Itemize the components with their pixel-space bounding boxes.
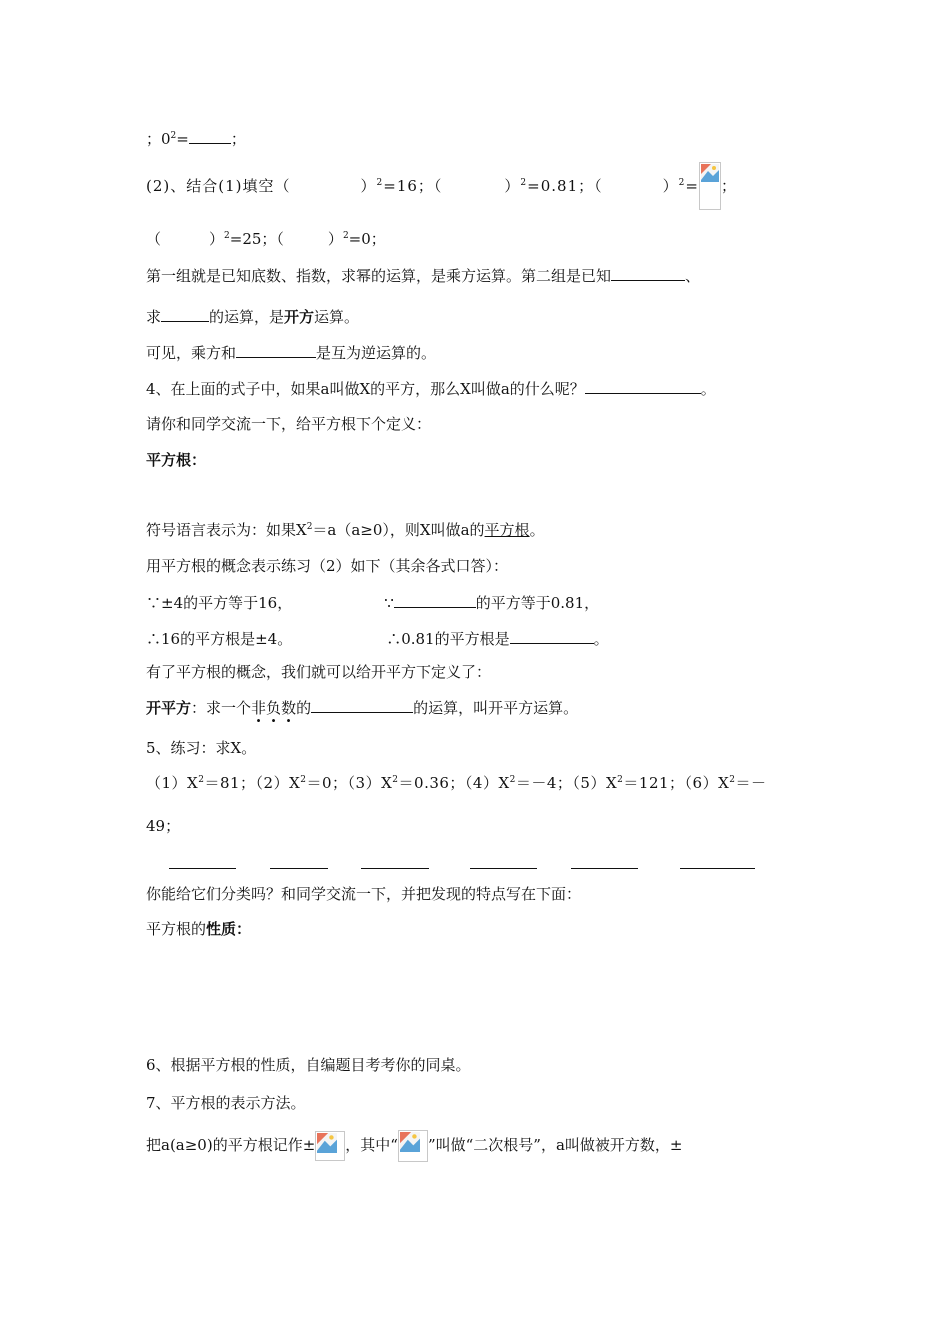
text: （1）X xyxy=(146,774,199,792)
answer-blank[interactable] xyxy=(611,265,685,281)
superscript: 2 xyxy=(729,775,736,785)
superscript: 2 xyxy=(376,178,384,188)
text: ） xyxy=(662,177,679,195)
line-question-4 xyxy=(146,378,716,399)
text: 。 xyxy=(529,521,545,539)
emphasis-char: 负 xyxy=(266,699,282,717)
broken-image-icon xyxy=(398,1130,428,1162)
text: ； xyxy=(230,130,246,148)
text: 的运算，是 xyxy=(209,308,285,326)
text: ”叫做“二次根号”，a叫做被开方数，± xyxy=(427,1136,683,1154)
heading-square-root xyxy=(146,450,206,470)
bold-heading: 平方根： xyxy=(146,451,207,469)
superscript: 2 xyxy=(306,522,313,532)
superscript: 2 xyxy=(170,131,177,141)
answer-blank[interactable] xyxy=(470,858,537,869)
text: 符号语言表示为：如果X xyxy=(146,521,307,539)
superscript: 2 xyxy=(224,231,230,241)
superscript: 2 xyxy=(509,775,516,785)
line-second-group xyxy=(146,306,359,327)
text: 用平方根的概念表示练习（2）如下（其余各式口答）： xyxy=(146,557,509,575)
text: ＝121；（6）X xyxy=(623,774,730,792)
line-fill-in-3 xyxy=(146,229,386,249)
answer-blank[interactable] xyxy=(680,858,755,869)
superscript: 2 xyxy=(342,231,349,241)
text: 7、平方根的表示方法。 xyxy=(146,1094,306,1112)
emphasis-char: 非 xyxy=(251,699,267,717)
text: = xyxy=(685,177,699,195)
text: 5、练习：求X。 xyxy=(146,739,257,757)
text: ∴16的平方根是±4。 xyxy=(146,630,293,648)
superscript: 2 xyxy=(520,178,528,188)
line-notation xyxy=(146,1130,682,1162)
line-classify-prompt xyxy=(146,884,581,904)
answer-blank[interactable] xyxy=(169,858,236,869)
text: ） xyxy=(209,230,225,248)
heading-properties xyxy=(146,919,251,939)
text: 是互为逆运算的。 xyxy=(316,344,437,362)
text: ∵±4的平方等于16， xyxy=(146,594,293,612)
answer-blank[interactable] xyxy=(571,858,638,869)
text: 的平方等于0.81， xyxy=(475,594,600,612)
text: ） xyxy=(327,230,343,248)
answer-blank[interactable] xyxy=(585,378,701,394)
superscript: 2 xyxy=(678,178,686,188)
text: ； xyxy=(720,177,737,195)
line-item-6 xyxy=(146,1055,471,1075)
answer-blank[interactable] xyxy=(361,858,429,869)
text: ∵ xyxy=(384,594,394,612)
text: ） xyxy=(360,177,377,195)
line-inverse-ops xyxy=(146,342,436,363)
text: 第一组就是已知底数、指数，求幂的运算，是乘方运算。第二组是已知 xyxy=(146,267,612,285)
text: 请你和同学交流一下，给平方根下个定义： xyxy=(146,415,432,433)
answer-blanks-row xyxy=(0,858,950,870)
text: ＝0.36；（4）X xyxy=(398,774,510,792)
bold-term: 开平方 xyxy=(146,699,192,717)
line-exercise-5 xyxy=(146,738,256,758)
answer-blank[interactable] xyxy=(394,592,476,608)
text: 你能给它们分类吗？和同学交流一下，并把发现的特点写在下面： xyxy=(146,885,582,903)
text: 的运算，叫开平方运算。 xyxy=(413,699,579,717)
text: =0； xyxy=(348,230,386,248)
text: 49； xyxy=(146,817,181,835)
text: （ xyxy=(146,230,162,248)
line-because xyxy=(146,592,599,613)
text: ＝－4；（5）X xyxy=(515,774,618,792)
text: 平方根的 xyxy=(146,920,207,938)
answer-blank[interactable] xyxy=(270,858,328,869)
text: =0.81；（ xyxy=(527,177,603,195)
line-item-7 xyxy=(146,1093,306,1113)
broken-image-icon xyxy=(315,1131,345,1161)
line-express-exercise xyxy=(146,556,508,576)
text: 可见，乘方和 xyxy=(146,344,237,362)
text: ＝－ xyxy=(735,774,767,792)
superscript: 2 xyxy=(300,775,307,785)
text: =25；（ xyxy=(229,230,284,248)
answer-blank[interactable] xyxy=(189,128,231,144)
text: 4、在上面的式子中，如果a叫做X的平方，那么X叫做a的什么呢？ xyxy=(146,380,585,398)
text: 的 xyxy=(296,699,312,717)
answer-blank[interactable] xyxy=(311,697,413,713)
text: 运算。 xyxy=(314,308,360,326)
text: (2)、结合(1)填空（ xyxy=(146,177,291,195)
text: 。 xyxy=(700,380,716,398)
answer-blank[interactable] xyxy=(161,306,209,322)
superscript: 2 xyxy=(617,775,624,785)
text: ＝0；（3）X xyxy=(306,774,393,792)
line-root-extraction-definition xyxy=(146,697,578,718)
line-fill-in-2 xyxy=(146,176,737,210)
emphasis-char: 数 xyxy=(281,699,297,717)
text: ；0 xyxy=(146,130,171,148)
line-define-prompt xyxy=(146,414,431,434)
broken-image-icon xyxy=(699,162,721,210)
text: =16；（ xyxy=(383,177,443,195)
bold-term: 开方 xyxy=(284,308,315,326)
line-therefore xyxy=(146,628,609,649)
text: 求 xyxy=(146,308,162,326)
line-exercise-continued xyxy=(146,816,180,836)
answer-blank[interactable] xyxy=(236,342,316,358)
superscript: 2 xyxy=(392,775,399,785)
line-define-root-extraction xyxy=(146,662,491,682)
text: ，其中“ xyxy=(345,1136,398,1154)
text: 把a(a≥0)的平方根记作± xyxy=(146,1136,316,1154)
text: 、 xyxy=(685,267,701,285)
text: ＝a（a≥0），则X叫做a的 xyxy=(312,521,485,539)
bold-term: 性质 xyxy=(206,920,237,938)
text: 。 xyxy=(593,630,609,648)
text: 6、根据平方根的性质，自编题目考考你的同桌。 xyxy=(146,1056,471,1074)
text: ＝81；（2）X xyxy=(204,774,301,792)
text: ： xyxy=(236,920,252,938)
text: ） xyxy=(504,177,521,195)
line-symbolic-definition xyxy=(146,520,545,540)
underlined-term: 平方根 xyxy=(484,521,530,539)
superscript: 2 xyxy=(198,775,205,785)
text: ：求一个 xyxy=(191,699,252,717)
line-exercise-equations xyxy=(146,773,767,793)
text: 有了平方根的概念，我们就可以给开平方下定义了： xyxy=(146,663,492,681)
text: ∴0.81的平方根是 xyxy=(386,630,510,648)
text: = xyxy=(176,130,189,148)
line-zero-squared xyxy=(146,128,246,149)
line-first-group xyxy=(146,265,700,286)
answer-blank[interactable] xyxy=(510,628,594,644)
